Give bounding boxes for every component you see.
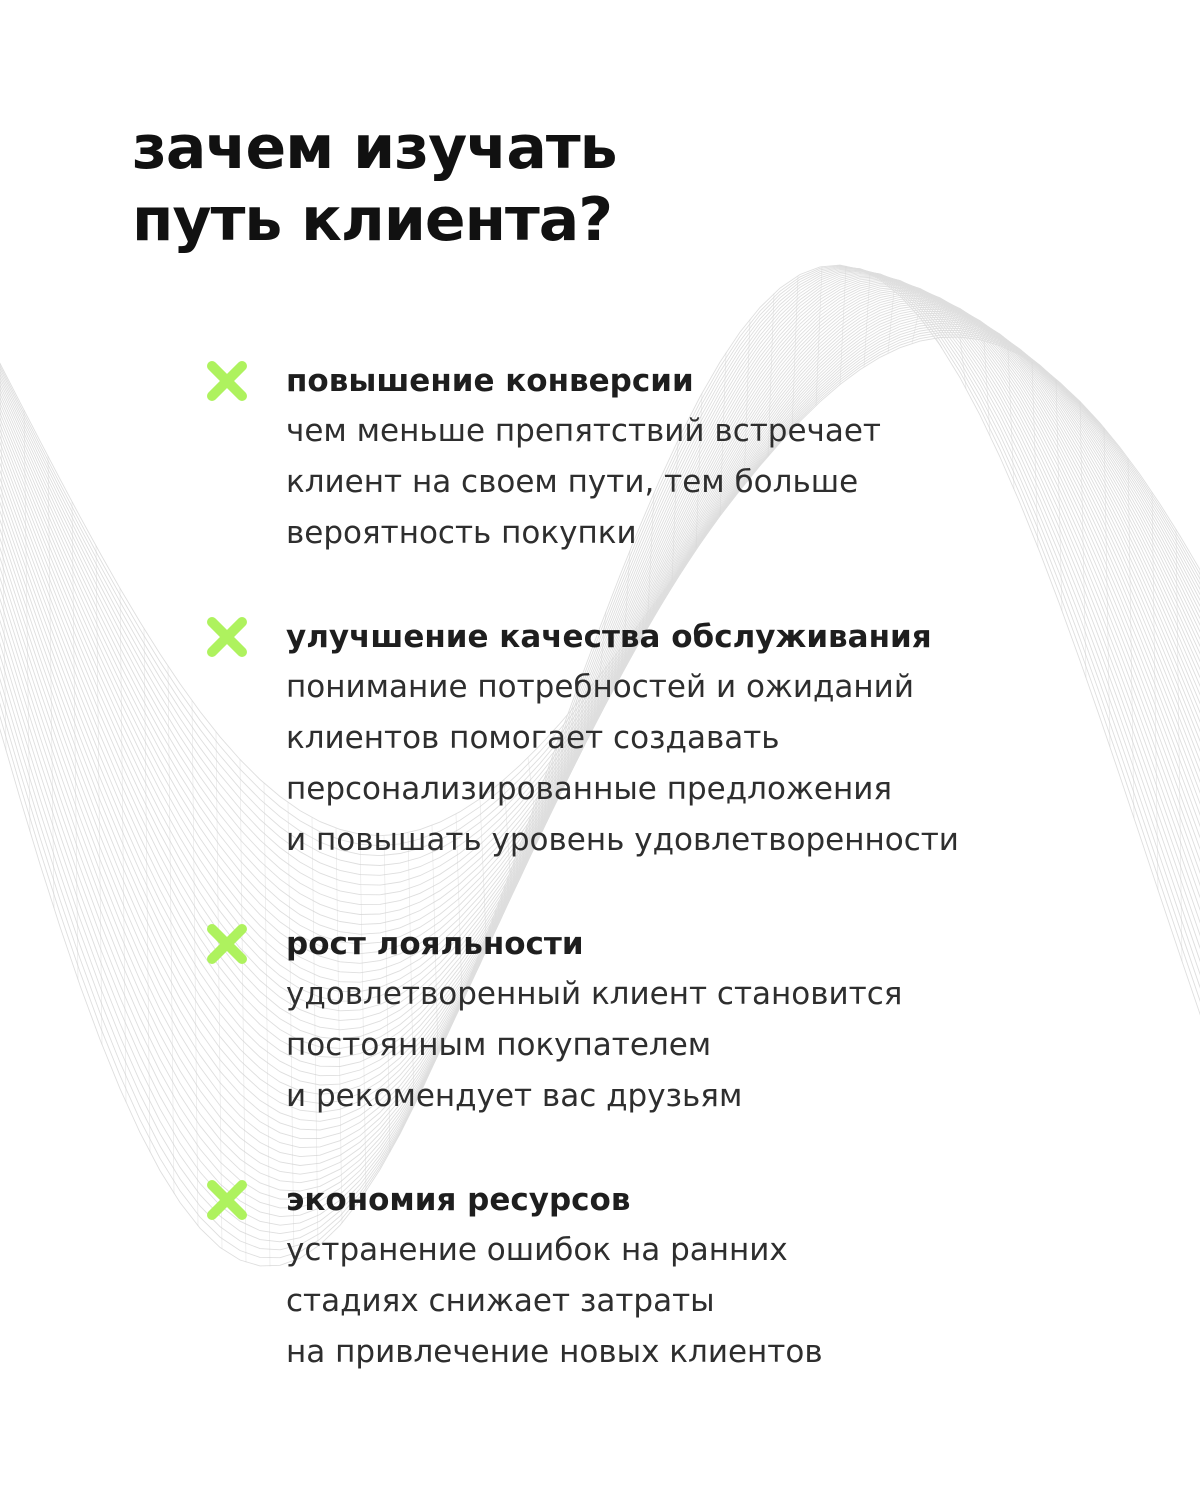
- wave-crossline: [24, 410, 30, 832]
- benefit-text-line: стадиях снижает затраты: [286, 1283, 715, 1319]
- wave-crossline: [168, 666, 174, 1194]
- page-title-line-2: путь клиента?: [132, 185, 613, 255]
- benefit-text-line: устранение ошибок на ранних: [286, 1232, 788, 1268]
- benefit-text-line: понимание потребностей и ожиданий: [286, 669, 914, 705]
- wave-crossline: [144, 629, 150, 1153]
- wave-crossline: [0, 364, 6, 751]
- benefit-text-line: удовлетворенный клиент становится: [286, 976, 903, 1012]
- benefit-text-line: вероятность покупки: [286, 515, 637, 551]
- benefit-item-service: [206, 612, 1166, 866]
- wave-crossline: [96, 546, 102, 1045]
- wave-crossline: [192, 701, 198, 1226]
- wave-crossline: [864, 274, 870, 367]
- x-cross-icon: [206, 923, 248, 965]
- x-cross-icon: [206, 1179, 248, 1221]
- wave-crossline: [48, 456, 54, 908]
- page-title-line-1: зачем изучать: [132, 113, 617, 183]
- benefit-text-line: клиентов помогает создавать: [286, 720, 780, 756]
- benefit-title: улучшение качества обслуживания: [286, 619, 932, 655]
- benefit-item-conversion: [206, 356, 1166, 559]
- benefits-list: [206, 356, 1166, 1378]
- benefit-title: рост лояльности: [286, 926, 584, 962]
- wave-crossline: [888, 290, 894, 353]
- benefit-text-line: на привлечение новых клиентов: [286, 1334, 823, 1370]
- wave-crossline: [912, 315, 918, 343]
- benefit-text-line: чем меньше препятствий встречает: [286, 413, 881, 449]
- benefit-item-loyalty: [206, 919, 1166, 1122]
- wave-crossline: [120, 588, 126, 1102]
- x-cross-icon: [206, 616, 248, 658]
- benefit-text-line: персонализированные предложения: [286, 771, 893, 807]
- benefit-title: экономия ресурсов: [286, 1182, 631, 1218]
- benefit-item-resources: [206, 1175, 1166, 1378]
- benefit-text-line: и повышать уровень удовлетворенности: [286, 822, 959, 858]
- wave-crossline: [72, 502, 78, 980]
- page-title: [132, 112, 617, 256]
- benefit-title: повышение конверсии: [286, 363, 694, 399]
- wave-crossline: [1176, 529, 1182, 961]
- benefit-text-line: и рекомендует вас друзьям: [286, 1078, 743, 1114]
- wave-crossline: [936, 338, 942, 348]
- benefit-text-line: клиент на своем пути, тем больше: [286, 464, 859, 500]
- x-cross-icon: [206, 360, 248, 402]
- benefit-text-line: постоянным покупателем: [286, 1027, 712, 1063]
